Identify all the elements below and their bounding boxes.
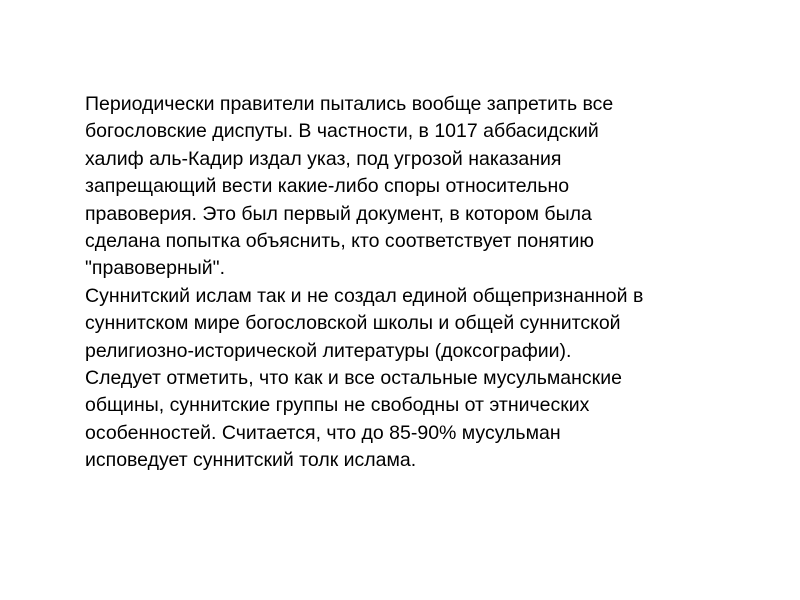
slide-text-body — [85, 91, 765, 475]
text-line: суннитском мире богословской школы и общей суннитской — [85, 312, 621, 335]
text-line: Суннитский ислам так и не создал единой общепризнанной в — [85, 284, 644, 307]
text-line: халиф аль-Кадир издал указ, под угрозой наказания — [85, 147, 562, 170]
text-line: общины, суннитские группы не свободны от этнических — [85, 394, 590, 417]
text-line: сделана попытка объяснить, кто соответствует понятию — [85, 230, 594, 253]
text-line: Периодически правители пытались вообще запретить все — [85, 93, 614, 115]
text-line: "правоверный". — [85, 257, 226, 280]
text-line: исповедует суннитский толк ислама. — [85, 449, 417, 472]
text-line: Следует отметить, что как и все остальные мусульманские — [85, 367, 622, 390]
text-line: религиозно-исторической литературы (доксографии). — [85, 339, 572, 362]
text-line: правоверия. Это был первый документ, в котором была — [85, 202, 592, 225]
text-line: особенностей. Считается, что до 85-90% мусульман — [85, 421, 561, 444]
text-line: запрещающий вести какие-либо споры относительно — [85, 175, 570, 198]
text-line: богословские диспуты. В частности, в 1017 аббасидский — [85, 120, 599, 143]
